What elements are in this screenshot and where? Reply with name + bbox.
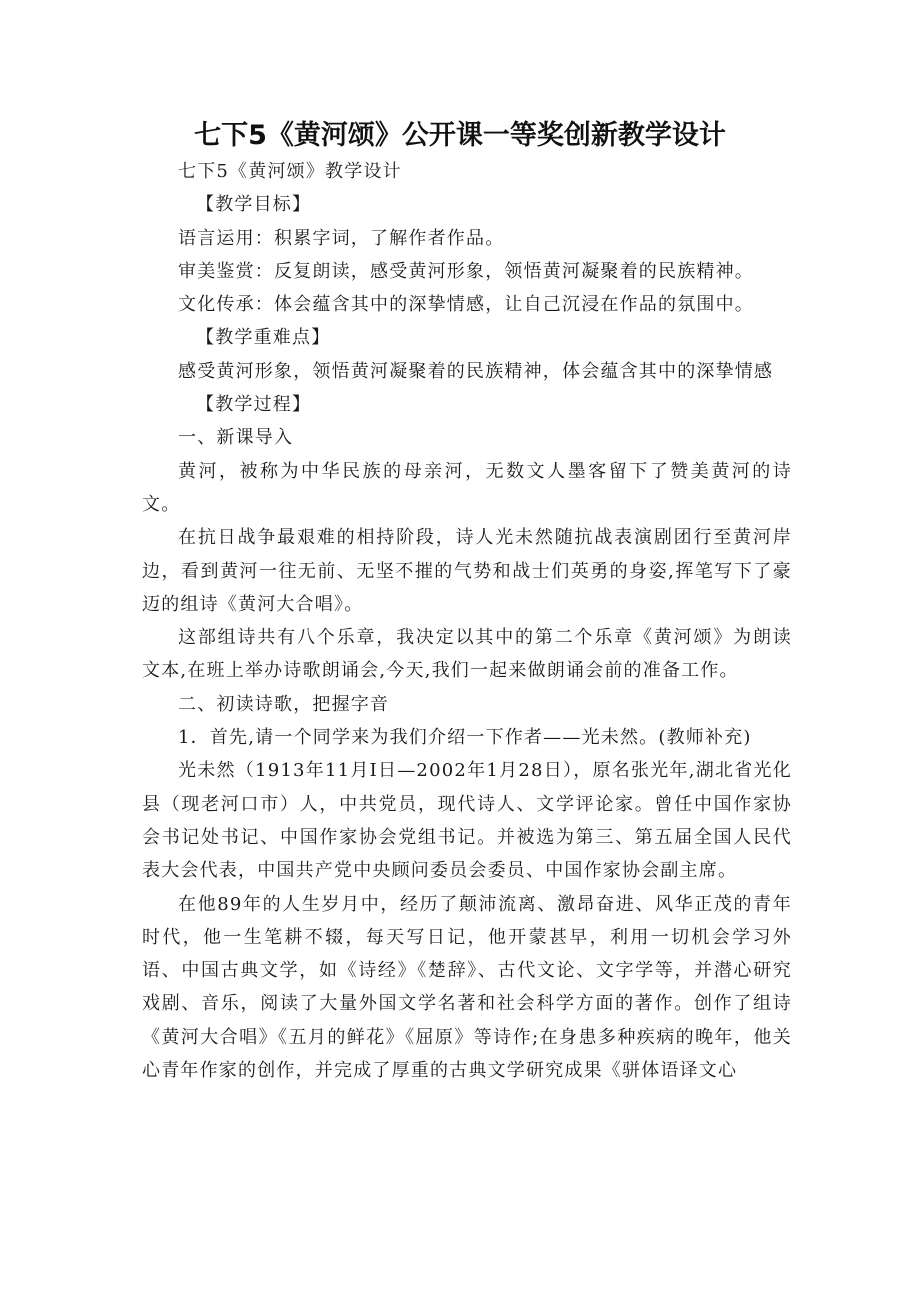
paragraph: 在抗日战争最艰难的相持阶段，诗人光未然随抗战表演剧团行至黄河岸边，看到黄河一往无前、无坚不摧的气势和战士们英勇的身姿,挥笔写下了豪迈的组诗《黄河大合唱》。 [142,527,792,615]
objective-language: 语言运用：积累字词，了解作者作品。 [178,227,505,249]
paragraph: 黄河，被称为中华民族的母亲河，无数文人墨客留下了赞美黄河的诗文。 [142,460,792,515]
section-heading-process: 【教学过程】 [196,394,312,416]
numbered-item: 1．首先,请一个同学来为我们介绍一下作者——光未然。(教师补充) [178,727,752,749]
paragraph: 光未然（1913年11月I日—2002年1月28日），原名张光年,湖北省光化县（现老河口市）人，中共党员，现代诗人、文学评论家。曾任中国作家协会书记处书记、中国作家协会党组书记。并被选为第三、第五届全国人民代表大会代表，中国共产党中央顾问委员会委员、中国作家协会副主席。 [142,760,792,882]
subtitle: 七下5《黄河颂》教学设计 [178,161,402,182]
section-heading-key-points: 【教学重难点】 [196,327,331,349]
step-heading-intro: 一、新课导入 [178,427,294,449]
paragraph: 在他89年的人生岁月中，经历了颠沛流离、激昂奋进、风华正茂的青年时代，他一生笔耕不辍，每天写日记，他开蒙甚早，利用一切机会学习外语、中国古典文学，如《诗经》《楚辞》、古代文论、文字学等，并潜心研究戏剧、音乐，阅读了大量外国文学名著和社会科学方面的著作。创作了组诗《黄河大合唱》《五月的鲜花》《屈原》等诗作;在身患多种疾病的晚年，他关心青年作家的创作，并完成了厚重的古典文学研究成果《骈体语译文心 [142,893,792,1082]
step-heading-reading: 二、初读诗歌，把握字音 [178,693,390,715]
paragraph: 这部组诗共有八个乐章，我决定以其中的第二个乐章《黄河颂》为朗读文本,在班上举办诗歌朗诵会,今天,我们一起来做朗诵会前的准备工作。 [142,627,792,682]
objective-aesthetics: 审美鉴赏：反复朗读，感受黄河形象，领悟黄河凝聚着的民族精神。 [178,260,754,282]
document-title: 七下5《黄河颂》公开课一等奖创新教学设计 [194,120,726,151]
objective-culture: 文化传承：体会蕴含其中的深挚情感，让自己沉浸在作品的氛围中。 [178,294,754,316]
document-body [142,155,792,1087]
section-heading-objectives: 【教学目标】 [196,194,312,216]
key-points-text: 感受黄河形象，领悟黄河凝聚着的民族精神，体会蕴含其中的深挚情感 [178,360,774,382]
